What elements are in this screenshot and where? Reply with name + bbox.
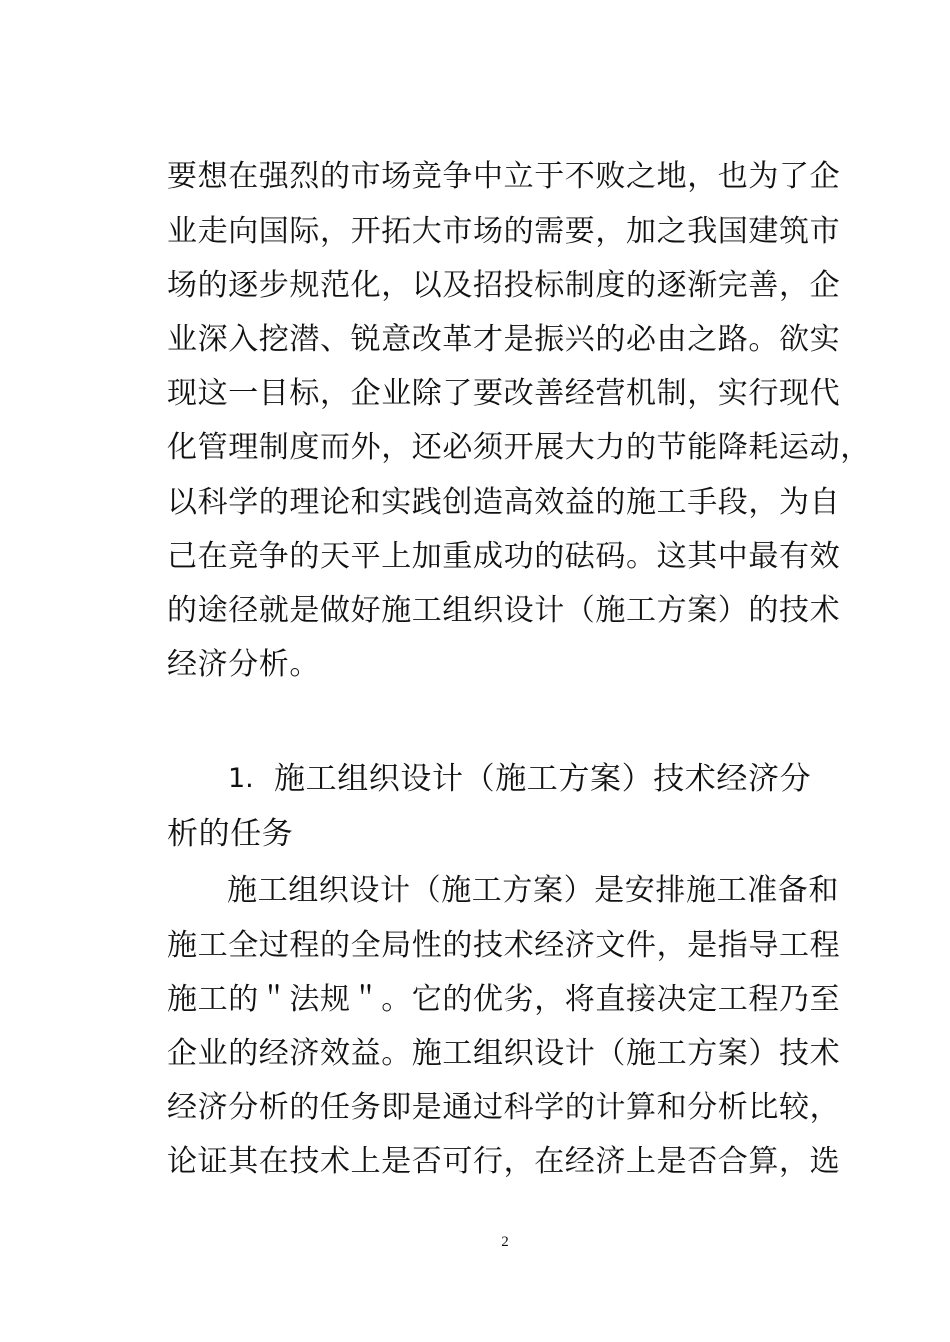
body-text-line: 施工全过程的全局性的技术经济文件，是指导工程 [167, 928, 841, 963]
section-heading-continuation: 析的任务 [167, 816, 294, 852]
section-heading-number: 1. [228, 763, 254, 794]
body-text-line: 经济分析的任务即是通过科学的计算和分析比较， [167, 1090, 841, 1125]
body-text-line: 施工组织设计（施工方案）是安排施工准备和 [227, 873, 839, 908]
body-text-line: 要想在强烈的市场竞争中立于不败之地，也为了企 [167, 159, 841, 194]
body-text-line: 己在竞争的天平上加重成功的砝码。这其中最有效 [167, 539, 841, 574]
body-text-line: 论证其在技术上是否可行，在经济上是否合算，选 [167, 1144, 841, 1179]
section-heading: 施工组织设计（施工方案）技术经济分 [274, 761, 812, 797]
body-text-line: 施工的＂法规＂。它的优劣，将直接决定工程乃至 [167, 982, 841, 1017]
body-text-line: 企业的经济效益。施工组织设计（施工方案）技术 [167, 1036, 841, 1071]
body-text-line: 业走向国际，开拓大市场的需要，加之我国建筑市 [167, 214, 841, 249]
body-text-line: 的途径就是做好施工组织设计（施工方案）的技术 [167, 593, 841, 628]
body-text-line: 化管理制度而外，还必须开展大力的节能降耗运动， [167, 430, 871, 465]
page-number: 2 [501, 1234, 509, 1250]
body-text-line: 场的逐步规范化，以及招投标制度的逐渐完善，企 [167, 268, 841, 303]
body-text-line: 经济分析。 [167, 647, 320, 682]
body-text-line: 现这一目标，企业除了要改善经营机制，实行现代 [167, 376, 841, 411]
body-text-line: 以科学的理论和实践创造高效益的施工手段，为自 [167, 485, 841, 520]
body-text-line: 业深入挖潜、锐意改革才是振兴的必由之路。欲实 [167, 322, 841, 357]
